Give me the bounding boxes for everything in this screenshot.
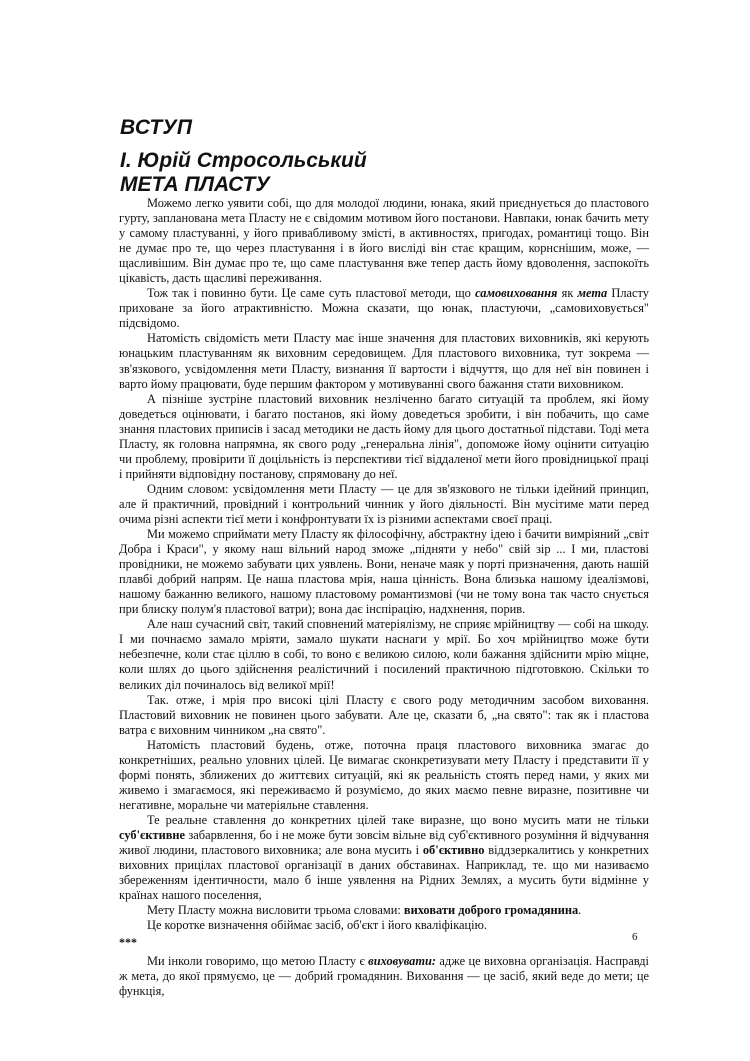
emphasized-text: виховувати: [368,954,437,969]
paragraph-text: віддзеркалитись у конкретних виховних прицілах пластової організації в даних обставинах. Наприклад, те. що ми називаємо збереженням ідентичности, мало б інше уявлення на Рідних Землях, а мусить бути відмінне у країнах нашого поселення, [119,843,650,903]
paragraph [119,617,649,692]
paragraph [119,918,649,933]
chapter-heading [120,149,367,197]
paragraph-text: Натомість пластовий будень, отже, поточна праця пластового виховника змагає до конкретніших, реально уловних цілей. Це вимагає сконкретизувати мету Пласту і представити її у формі понять, зближених до життєвих ситуацій, які як реальність стоять перед нами, у яких ми живемо і змагаємося, які переживаємо й розуміємо, до яких маємо певне виразне, позитивне чи негативне, моральне чи матеріяльне ставлення. [119,737,649,812]
paragraph-text: Те реальне ставлення до конкретних цілей таке виразне, що воно мусить мати не тільки [147,812,649,827]
chapter-author: І. Юрій Стросольський [120,149,367,172]
paragraph [119,196,649,286]
body-text [119,196,649,999]
paragraph-text: Але наш сучасний світ, такий сповнений матеріялізму, не сприяє мрійництву — собі на шкоду. І ми почнаємо замало мріяти, замало шукати наснаги у мрії. Бо хоч мрійництво може бути небезпечне, коли стає ціллю в собі, то воно є великою силою, коли бажання здійснити мрію міцне, коли шлях до цього здійснення реалістичний і посилений практичною підготовкою. Скільки то великих діл починалось від великої мрії! [119,617,649,692]
paragraph-text: Ми можемо сприймати мету Пласту як філософічну, абстрактну ідею і бачити вимріяний „світ Добра і Краси", у якому наш вільний народ зможе „підняти у небо" свій зір ... І ми, пластові провідники, не можемо забувати цих уявлень. Вони, неначе маяк у порті призначення, дають нашій плавбі добрий напрям. Це наша пластова мрія, наша цінність. Вона близька нашому ідеалізмові, нашому бажанню великого, нашому пластовому романтизмові (чи не тому вона так часто снується при блиску полум'я пластової ватри); вона дає інспірацію, надхнення, порив. [119,527,649,617]
paragraph [119,527,649,617]
paragraph [119,482,649,527]
page-number: 6 [632,931,638,943]
paragraph-text: Натомість свідомість мети Пласту має інше значення для пластових виховників, які керують юнацьким пластуванням як виховним середовищем. Для пластового виховника, тут зокрема — зв'язкового, усвідомлення мети Пласту, визнання її вартости і відчуття, що для неї він повинен і варто йому працювати, буде першим фактором у мотивуванні свого бажання стати виховником. [119,331,649,391]
emphasized-text: мета [577,286,608,301]
paragraph-text: Тож так і повинно бути. Це саме суть пластової методи, що [147,286,476,301]
section-heading-intro: ВСТУП [120,116,193,139]
emphasized-text: суб'єктивне [119,827,186,842]
paragraph-text: Мету Пласту можна висловити трьома словами: [147,903,404,918]
paragraph-text: Пласту приховане за його атрактивністю. Можна сказати, що юнак, пластуючи, „самовиховується" підсвідомо. [119,286,649,331]
paragraph-text: А пізніше зустріне пластовий виховник незліченно багато ситуацій та проблем, які йому доведеться оцінювати, і багато постанов, які йому доведеться зробити, і він побачить, що саме знання пластових приписів і засад методики не дасть йому для цього достатньої підстави. Тоді мета Пласту, як головна напрямна, як свого роду „генеральна лінія", допоможе йому оцінити ситуацію чи проблему, провірити її доцільність із перспективи тієї віддаленої мети його провідницької праці і прийняти відповідну постанову, спрямовану до неї. [119,391,649,481]
paragraph [119,738,649,813]
paragraph-text: Це коротке визначення обіймає засіб, об'єкт і його кваліфікацію. [147,918,487,933]
emphasized-text: об'єктивно [422,843,485,858]
paragraph-text: Одним словом: усвідомлення мети Пласту — це для зв'язкового не тільки ідейний принцип, але й практичний, провідний і контрольний чинник у його діяльності. Він мусітиме мати перед очима різні аспекти тієї мети і конфронтувати їх із різними аспектами своєї праці. [119,481,649,526]
paragraph-text: адже це виховна організація. Насправді ж мета, до якої прямуємо, це — добрий громадянин. Виховання — це засіб, який веде до мети; це функція, [119,954,649,999]
paragraph-text: Ми інколи говоримо, що метою Пласту є [147,954,369,969]
paragraph-text: Так. отже, і мрія про високі цілі Пласту є свого роду методичним засобом виховання. Пластовий виховник не повинен цього забувати. Але це, сказати б, „на свято": так як і пластова ватра є виховним чинником „на свято". [119,692,649,737]
paragraph [119,693,649,738]
paragraph-text: як [557,286,578,301]
paragraph [119,954,649,999]
paragraph [119,392,649,482]
paragraph [119,286,649,331]
emphasized-text: виховати доброго громадянина [403,903,579,918]
paragraph [119,903,649,918]
emphasized-text: самовиховання [475,286,558,301]
paragraph [119,331,649,391]
paragraph-text: Можемо легко уявити собі, що для молодої людини, юнака, який приєднується до пластового гурту, запланована мета Пласту не є свідомим мотивом його постанови. Навпаки, юнак бачить мету у самому пластуванні, у його привабливому змісті, в активностях, пригодах, романтиці тощо. Він не думає про те, що через пластування і в його вислідi він стає кращим, корнснішим, може, — щасливішим. Він думає про те, що саме пластування вже тепер дасть йому вдоволення, заспокоїть цікавість, дасть щасливі переживання. [119,196,649,286]
paragraph-text: забарвлення, бо і не може бути зовсім вільне від суб'єктивного розуміння й відчування живої людини, пластового виховника; але вона мусить і [119,827,649,858]
paragraph-text: . [578,903,582,918]
section-separator: *** [119,935,137,950]
chapter-title: МЕТА ПЛАСТУ [120,173,270,196]
paragraph [119,813,649,903]
